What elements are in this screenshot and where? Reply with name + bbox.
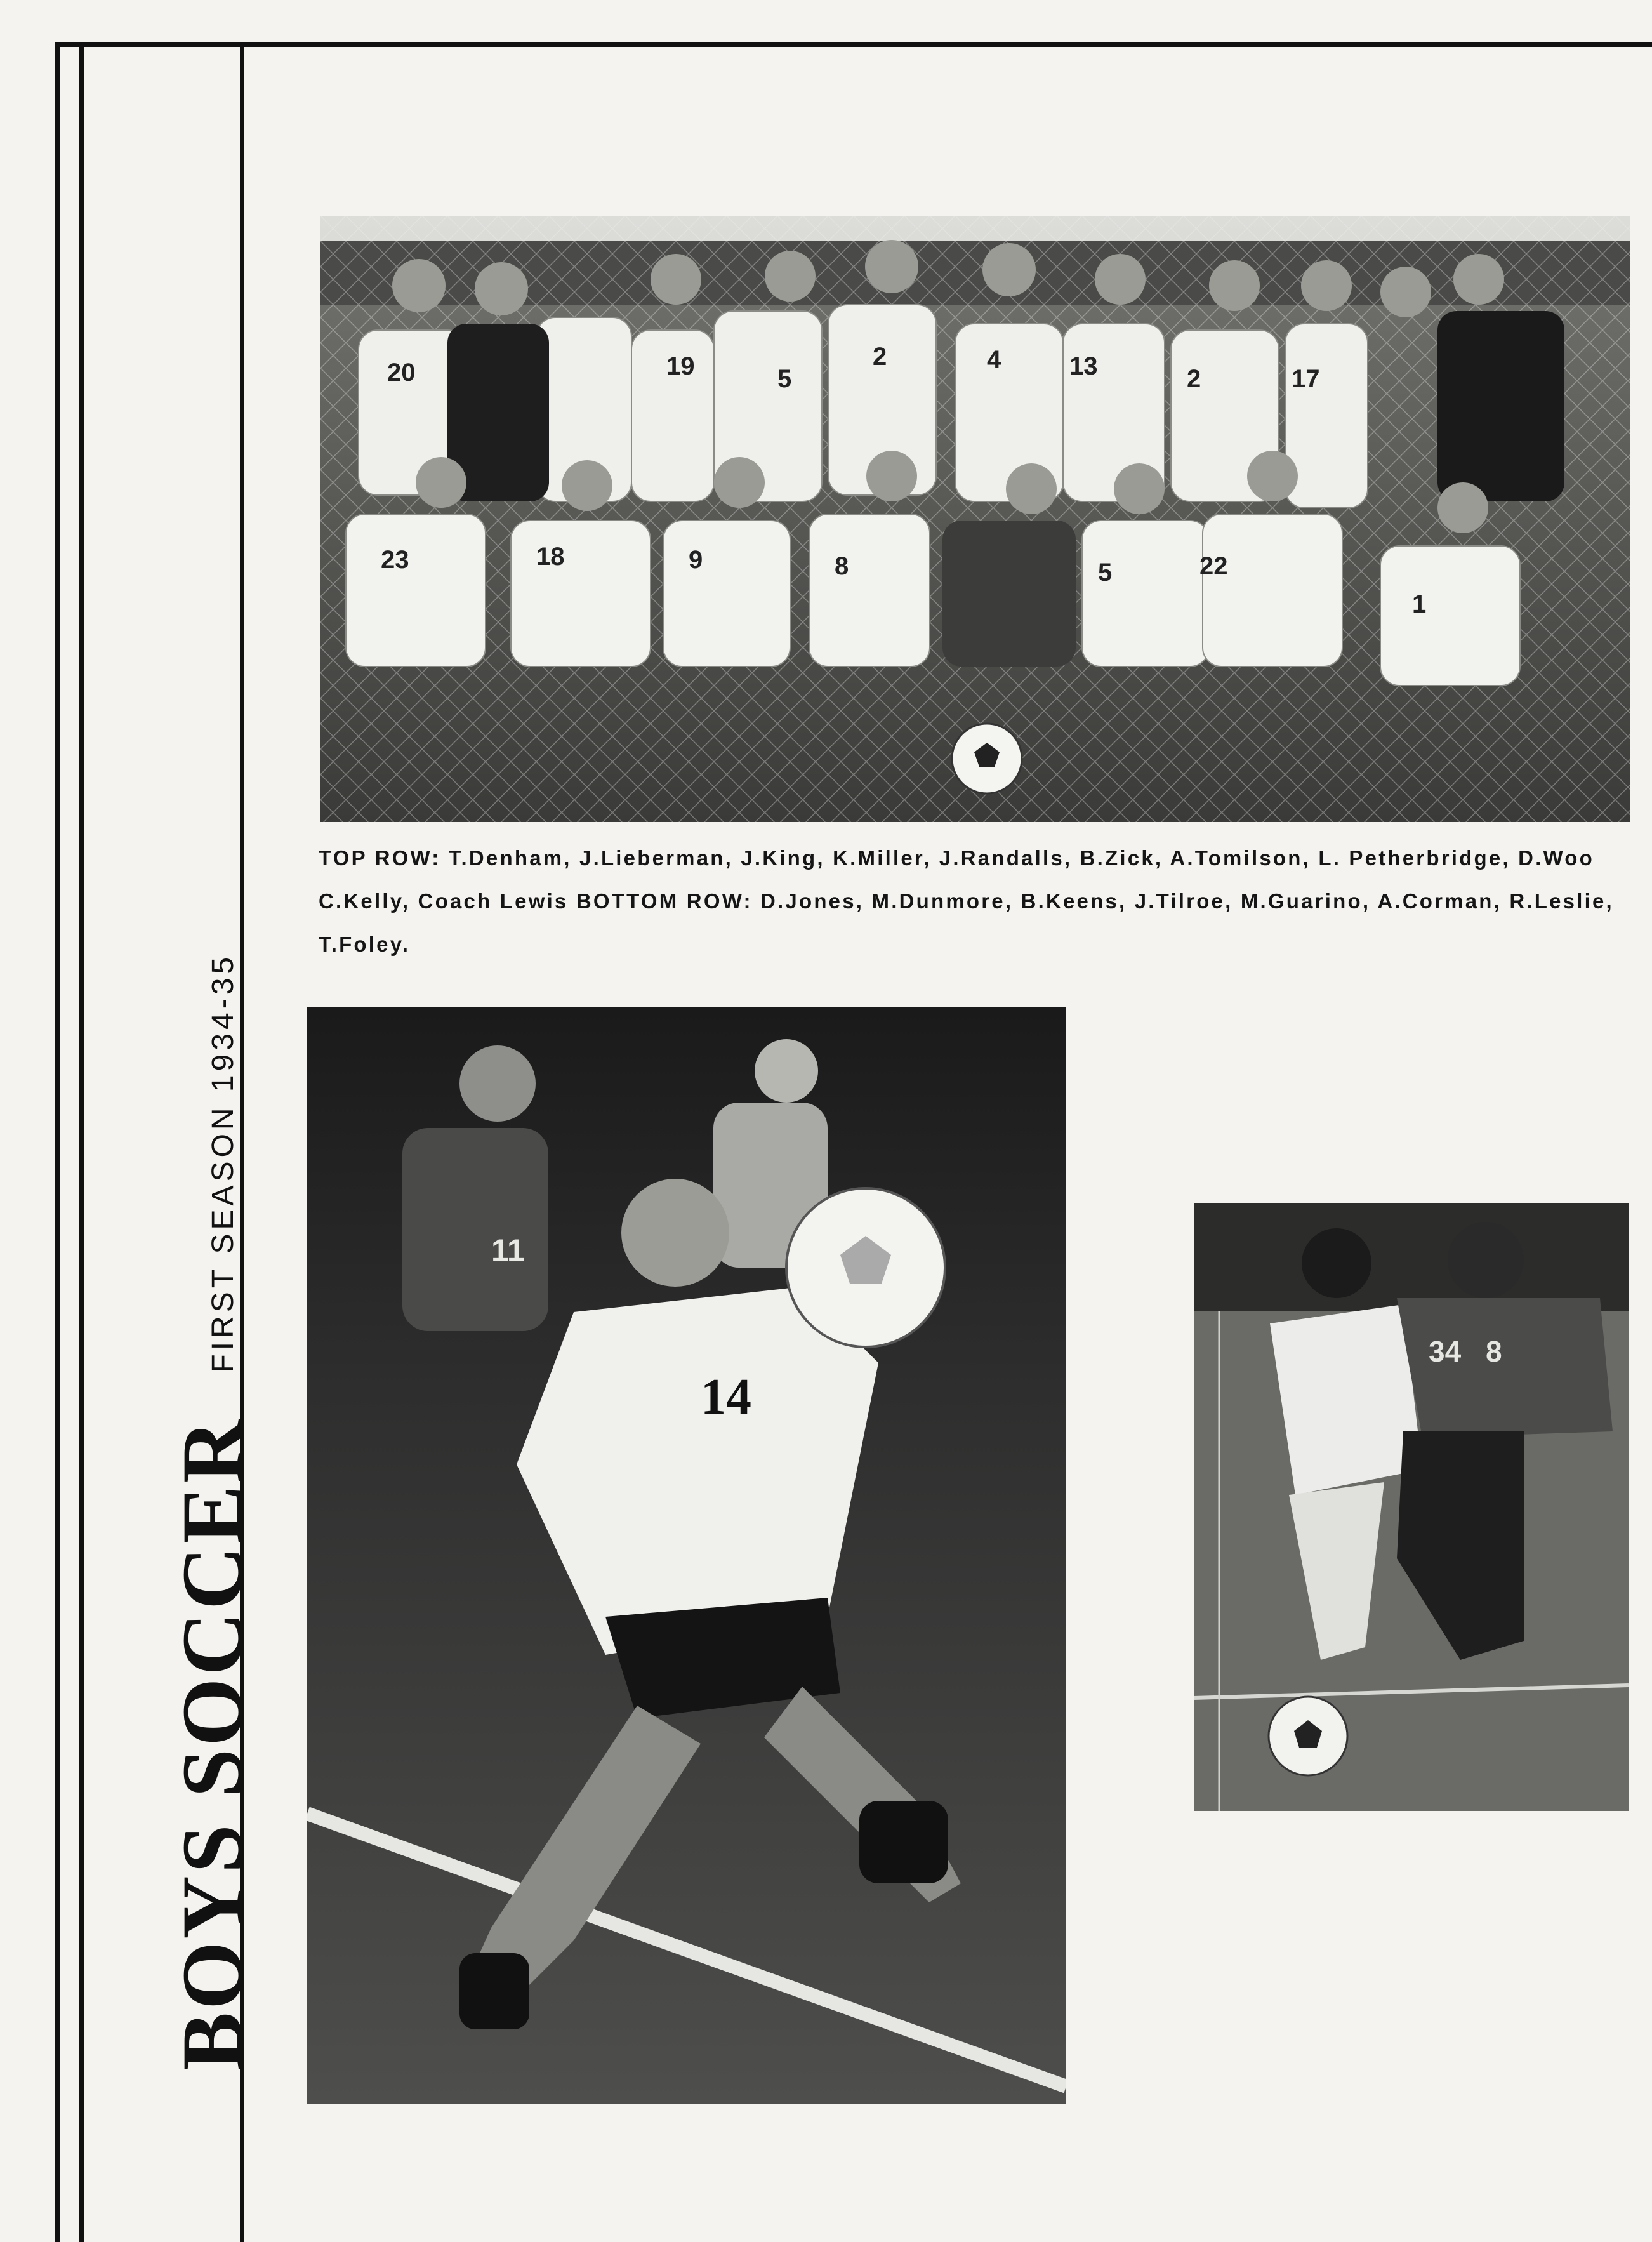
jersey-number: 5	[777, 365, 792, 393]
left-border-rule-inner	[79, 42, 84, 2242]
jersey-number: 9	[689, 546, 703, 574]
jersey-number: 2	[873, 343, 887, 371]
jersey-number: 23	[381, 546, 409, 574]
jersey-number: 2	[1187, 365, 1201, 393]
jersey-number: 14	[701, 1369, 751, 1425]
top-border-rule	[55, 42, 1652, 47]
team-photo-caption: TOP ROW: T.Denham, J.Lieberman, J.King, K.Miller, J.Randalls, B.Zick, A.Tomilson, L. Petherbridge, D.Woo C.Kelly, Coach Lewis BOTTOM ROW: D.Jones, M.Dunmore, B.Keens, J.Tilroe, M.Guarino, A.Corman, R.Leslie, T.Foley.	[319, 846, 1614, 956]
jersey-number: 19	[666, 352, 695, 380]
jersey-number: 34	[1429, 1335, 1462, 1368]
jersey-number: 13	[1069, 352, 1098, 380]
jersey-number: 20	[387, 359, 416, 387]
section-title: BOYS SOCCER	[164, 1417, 261, 2071]
jersey-number: 18	[536, 543, 565, 571]
team-photo	[320, 216, 1630, 822]
action-photo-large	[307, 1007, 1066, 2104]
jersey-number: 4	[987, 346, 1001, 374]
jersey-number: 8	[835, 552, 849, 580]
section-subtitle: FIRST SEASON 1934-35	[206, 953, 240, 1373]
left-border-rule-outer	[55, 42, 60, 2242]
jersey-number: 11	[491, 1233, 525, 1268]
jersey-number: 22	[1199, 552, 1228, 580]
jersey-number: 5	[1098, 559, 1113, 587]
section-title-block	[162, 953, 263, 2071]
action-photo-small	[1194, 1203, 1629, 1811]
jersey-number: 1	[1412, 590, 1427, 618]
jersey-number: 8	[1486, 1335, 1502, 1368]
jersey-number: 17	[1292, 365, 1320, 393]
